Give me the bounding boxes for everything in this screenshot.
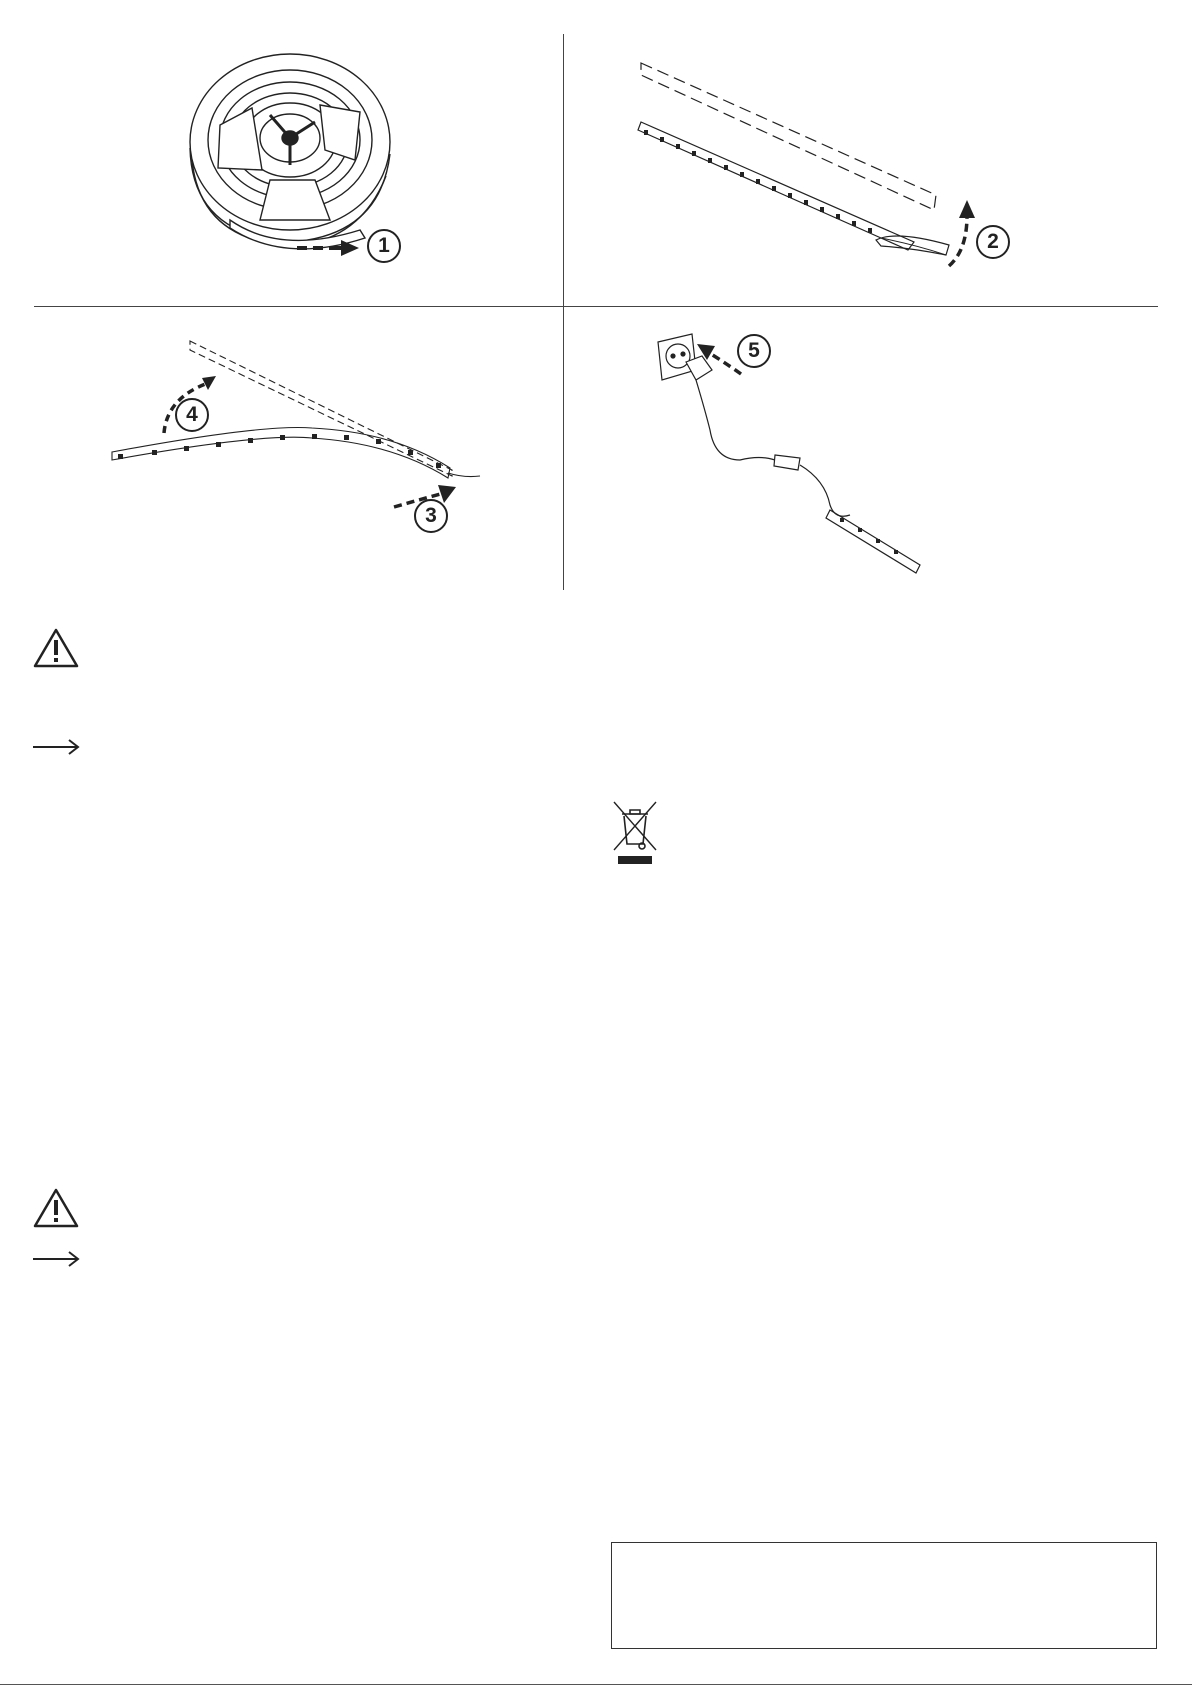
arrow-step-1-icon [297,238,367,258]
step-number-3: 3 [414,499,448,533]
step-number-4: 4 [175,398,209,432]
arrow-right-icon [33,739,81,755]
crossed-out-wheelie-bin-icon [612,800,658,866]
plug-in-socket-icon [650,330,930,570]
panel-divider-vertical [563,34,564,590]
step-number-1: 1 [367,229,401,263]
attach-strip-icon [112,338,492,498]
step-number-2: 2 [976,225,1010,259]
arrow-right-icon [33,1251,81,1267]
step-number-5: 5 [737,334,771,368]
peel-backing-icon [636,60,996,250]
panel-divider-horizontal [34,306,1158,307]
notice-box [611,1542,1157,1649]
warning-triangle-icon [33,1187,79,1229]
warning-triangle-icon [33,627,79,669]
